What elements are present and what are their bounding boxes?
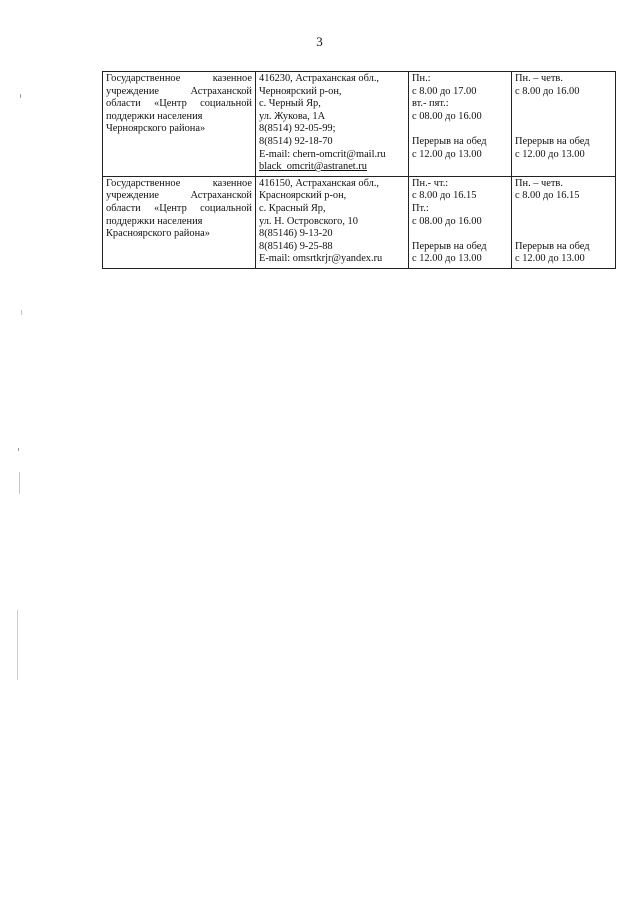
spacer: [515, 203, 612, 216]
spacer: [412, 123, 508, 136]
table-row: [103, 176, 616, 268]
institution-name-cell: [103, 72, 256, 177]
hours-cell-primary: [409, 72, 512, 177]
institution-name-line: Черноярского района»: [106, 123, 206, 135]
institution-name-line: поддержки населения: [106, 215, 203, 227]
phone-line: 8(85146) 9-13-20: [259, 228, 333, 240]
lunch-break-label: Перерыв на обед: [412, 135, 487, 147]
page-number: 3: [316, 34, 323, 49]
address-line: ул. Жукова, 1А: [259, 110, 326, 122]
address-line: Красноярский р-он,: [259, 190, 347, 202]
days-label: вт.- пят.:: [412, 98, 449, 110]
email-line: E-mail: chern-omcrit@mail.ru: [259, 148, 386, 160]
institution-name-line: Государственное казенное: [106, 177, 252, 189]
email-line: black_omcrit@astranet.ru: [259, 161, 367, 173]
lunch-break-time: с 12.00 до 13.00: [412, 253, 482, 265]
days-label: Пн.:: [412, 73, 431, 84]
institution-name-line: учреждение Астраханской: [106, 190, 252, 202]
time-range: с 08.00 до 16.00: [412, 110, 482, 122]
spacer: [515, 98, 612, 111]
institution-name-line: области «Центр социальной: [106, 98, 252, 110]
address-line: Черноярский р-он,: [259, 85, 342, 97]
table-row: [103, 72, 616, 177]
lunch-break-label: Перерыв на обед: [515, 135, 590, 147]
phone-line: 8(85146) 9-25-88: [259, 240, 333, 252]
institution-name-line: Красноярского района»: [106, 228, 210, 240]
time-range: с 8.00 до 16.00: [515, 85, 580, 97]
spacer: [515, 216, 612, 229]
address-line: 416230, Астраханская обл.,: [259, 73, 380, 84]
days-label: Пн. – четв.: [515, 73, 563, 84]
lunch-break-time: с 12.00 до 13.00: [412, 148, 482, 160]
phone-line: 8(8514) 92-18-70: [259, 135, 333, 147]
days-label: Пн.- чт.:: [412, 177, 449, 189]
spacer: [412, 228, 508, 241]
scan-artifact: [18, 448, 19, 451]
hours-cell-secondary: [512, 72, 616, 177]
scan-artifact: [17, 610, 18, 680]
scan-artifact: [21, 310, 22, 315]
spacer: [515, 228, 612, 241]
lunch-break-label: Перерыв на обед: [515, 240, 590, 252]
lunch-break-label: Перерыв на обед: [412, 240, 487, 252]
institution-name-line: Государственное казенное: [106, 73, 252, 84]
spacer: [515, 123, 612, 136]
address-cell: [256, 176, 409, 268]
lunch-break-time: с 12.00 до 13.00: [515, 253, 585, 265]
hours-cell-primary: [409, 176, 512, 268]
institution-name-line: учреждение Астраханской: [106, 85, 252, 97]
address-line: 416150, Астраханская обл.,: [259, 177, 380, 189]
days-label: Пн. – четв.: [515, 177, 563, 189]
lunch-break-time: с 12.00 до 13.00: [515, 148, 585, 160]
institutions-table: [102, 71, 616, 269]
institution-name-line: области «Центр социальной: [106, 202, 252, 214]
time-range: с 8.00 до 16.15: [515, 190, 580, 202]
institution-name-cell: [103, 176, 256, 268]
institution-name-line: поддержки населения: [106, 110, 203, 122]
time-range: с 8.00 до 16.15: [412, 190, 477, 202]
email-line: E-mail: omsrtkrjr@yandex.ru: [259, 253, 383, 265]
address-cell: [256, 72, 409, 177]
time-range: с 08.00 до 16.00: [412, 215, 482, 227]
scan-artifact: [19, 472, 20, 494]
address-line: ул. Н. Островского, 10: [259, 215, 358, 227]
address-line: с. Черный Яр,: [259, 98, 321, 110]
scan-artifact: [20, 94, 21, 98]
days-label: Пт.:: [412, 202, 429, 214]
hours-cell-secondary: [512, 176, 616, 268]
phone-line: 8(8514) 92-05-99;: [259, 123, 336, 135]
spacer: [515, 111, 612, 124]
time-range: с 8.00 до 17.00: [412, 85, 477, 97]
address-line: с. Красный Яр,: [259, 202, 326, 214]
